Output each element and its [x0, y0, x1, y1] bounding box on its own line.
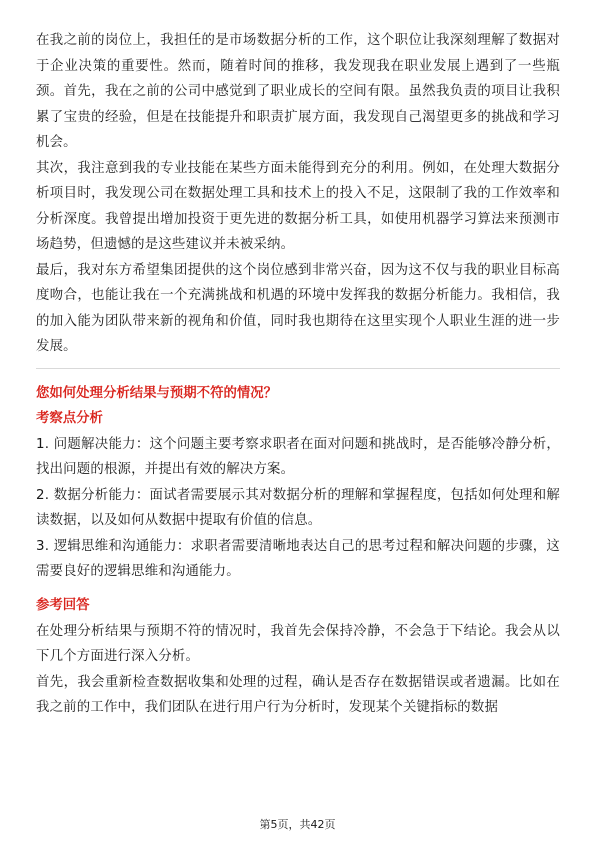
intro-paragraph-3: 最后，我对东方希望集团提供的这个岗位感到非常兴奋，因为这不仅与我的职业目标高度吻合，也能让我在一个充满挑战和机遇的环境中发挥我的数据分析能力。我相信，我的加入能为团队带来新的视角和价值，同时我也期待在这里实现个人职业生涯的进一步发展。 — [36, 262, 560, 354]
analysis-point-1: 1. 问题解决能力：这个问题主要考察求职者在面对问题和挑战时，是否能够冷静分析，找出问题的根源，并提出有效的解决方案。 — [36, 436, 560, 477]
intro-paragraph-2: 其次，我注意到我的专业技能在某些方面未能得到充分的利用。例如，在处理大数据分析项目时，我发现公司在数据处理工具和技术上的投入不足，这限制了我的工作效率和分析深度。我曾提出增加投资于更先进的数据分析工具，如使用机器学习算法来预测市场趋势，但遗憾的是这些建议并未被采纳。 — [36, 160, 560, 252]
answer-paragraph-2: 首先，我会重新检查数据收集和处理的过程，确认是否存在数据错误或者遗漏。比如在我之前的工作中，我们团队在进行用户行为分析时，发现某个关键指标的数据 — [36, 674, 560, 715]
page-footer: 第5页，共42页 — [259, 818, 336, 831]
answer-paragraph-1: 在处理分析结果与预期不符的情况时，我首先会保持冷静，不会急于下结论。我会从以下几个方面进行深入分析。 — [36, 623, 560, 664]
answer-heading: 参考回答 — [36, 597, 90, 613]
analysis-heading: 考察点分析 — [36, 410, 103, 426]
section-divider — [36, 368, 560, 369]
analysis-point-3: 3. 逻辑思维和沟通能力：求职者需要清晰地表达自己的思考过程和解决问题的步骤，这需要良好的逻辑思维和沟通能力。 — [36, 538, 560, 579]
page-content — [36, 28, 560, 721]
question-title: 您如何处理分析结果与预期不符的情况？ — [36, 385, 278, 401]
analysis-point-2: 2. 数据分析能力：面试者需要展示其对数据分析的理解和掌握程度，包括如何处理和解读数据，以及如何从数据中提取有价值的信息。 — [36, 487, 560, 528]
intro-paragraph-1: 在我之前的岗位上，我担任的是市场数据分析的工作，这个职位让我深刻理解了数据对于企业决策的重要性。然而，随着时间的推移，我发现我在职业发展上遇到了一些瓶颈。首先，我在之前的公司中感觉到了职业成长的空间有限。虽然我负责的项目让我积累了宝贵的经验，但是在技能提升和职责扩展方面，我发现自己渴望更多的挑战和学习机会。 — [36, 33, 560, 150]
